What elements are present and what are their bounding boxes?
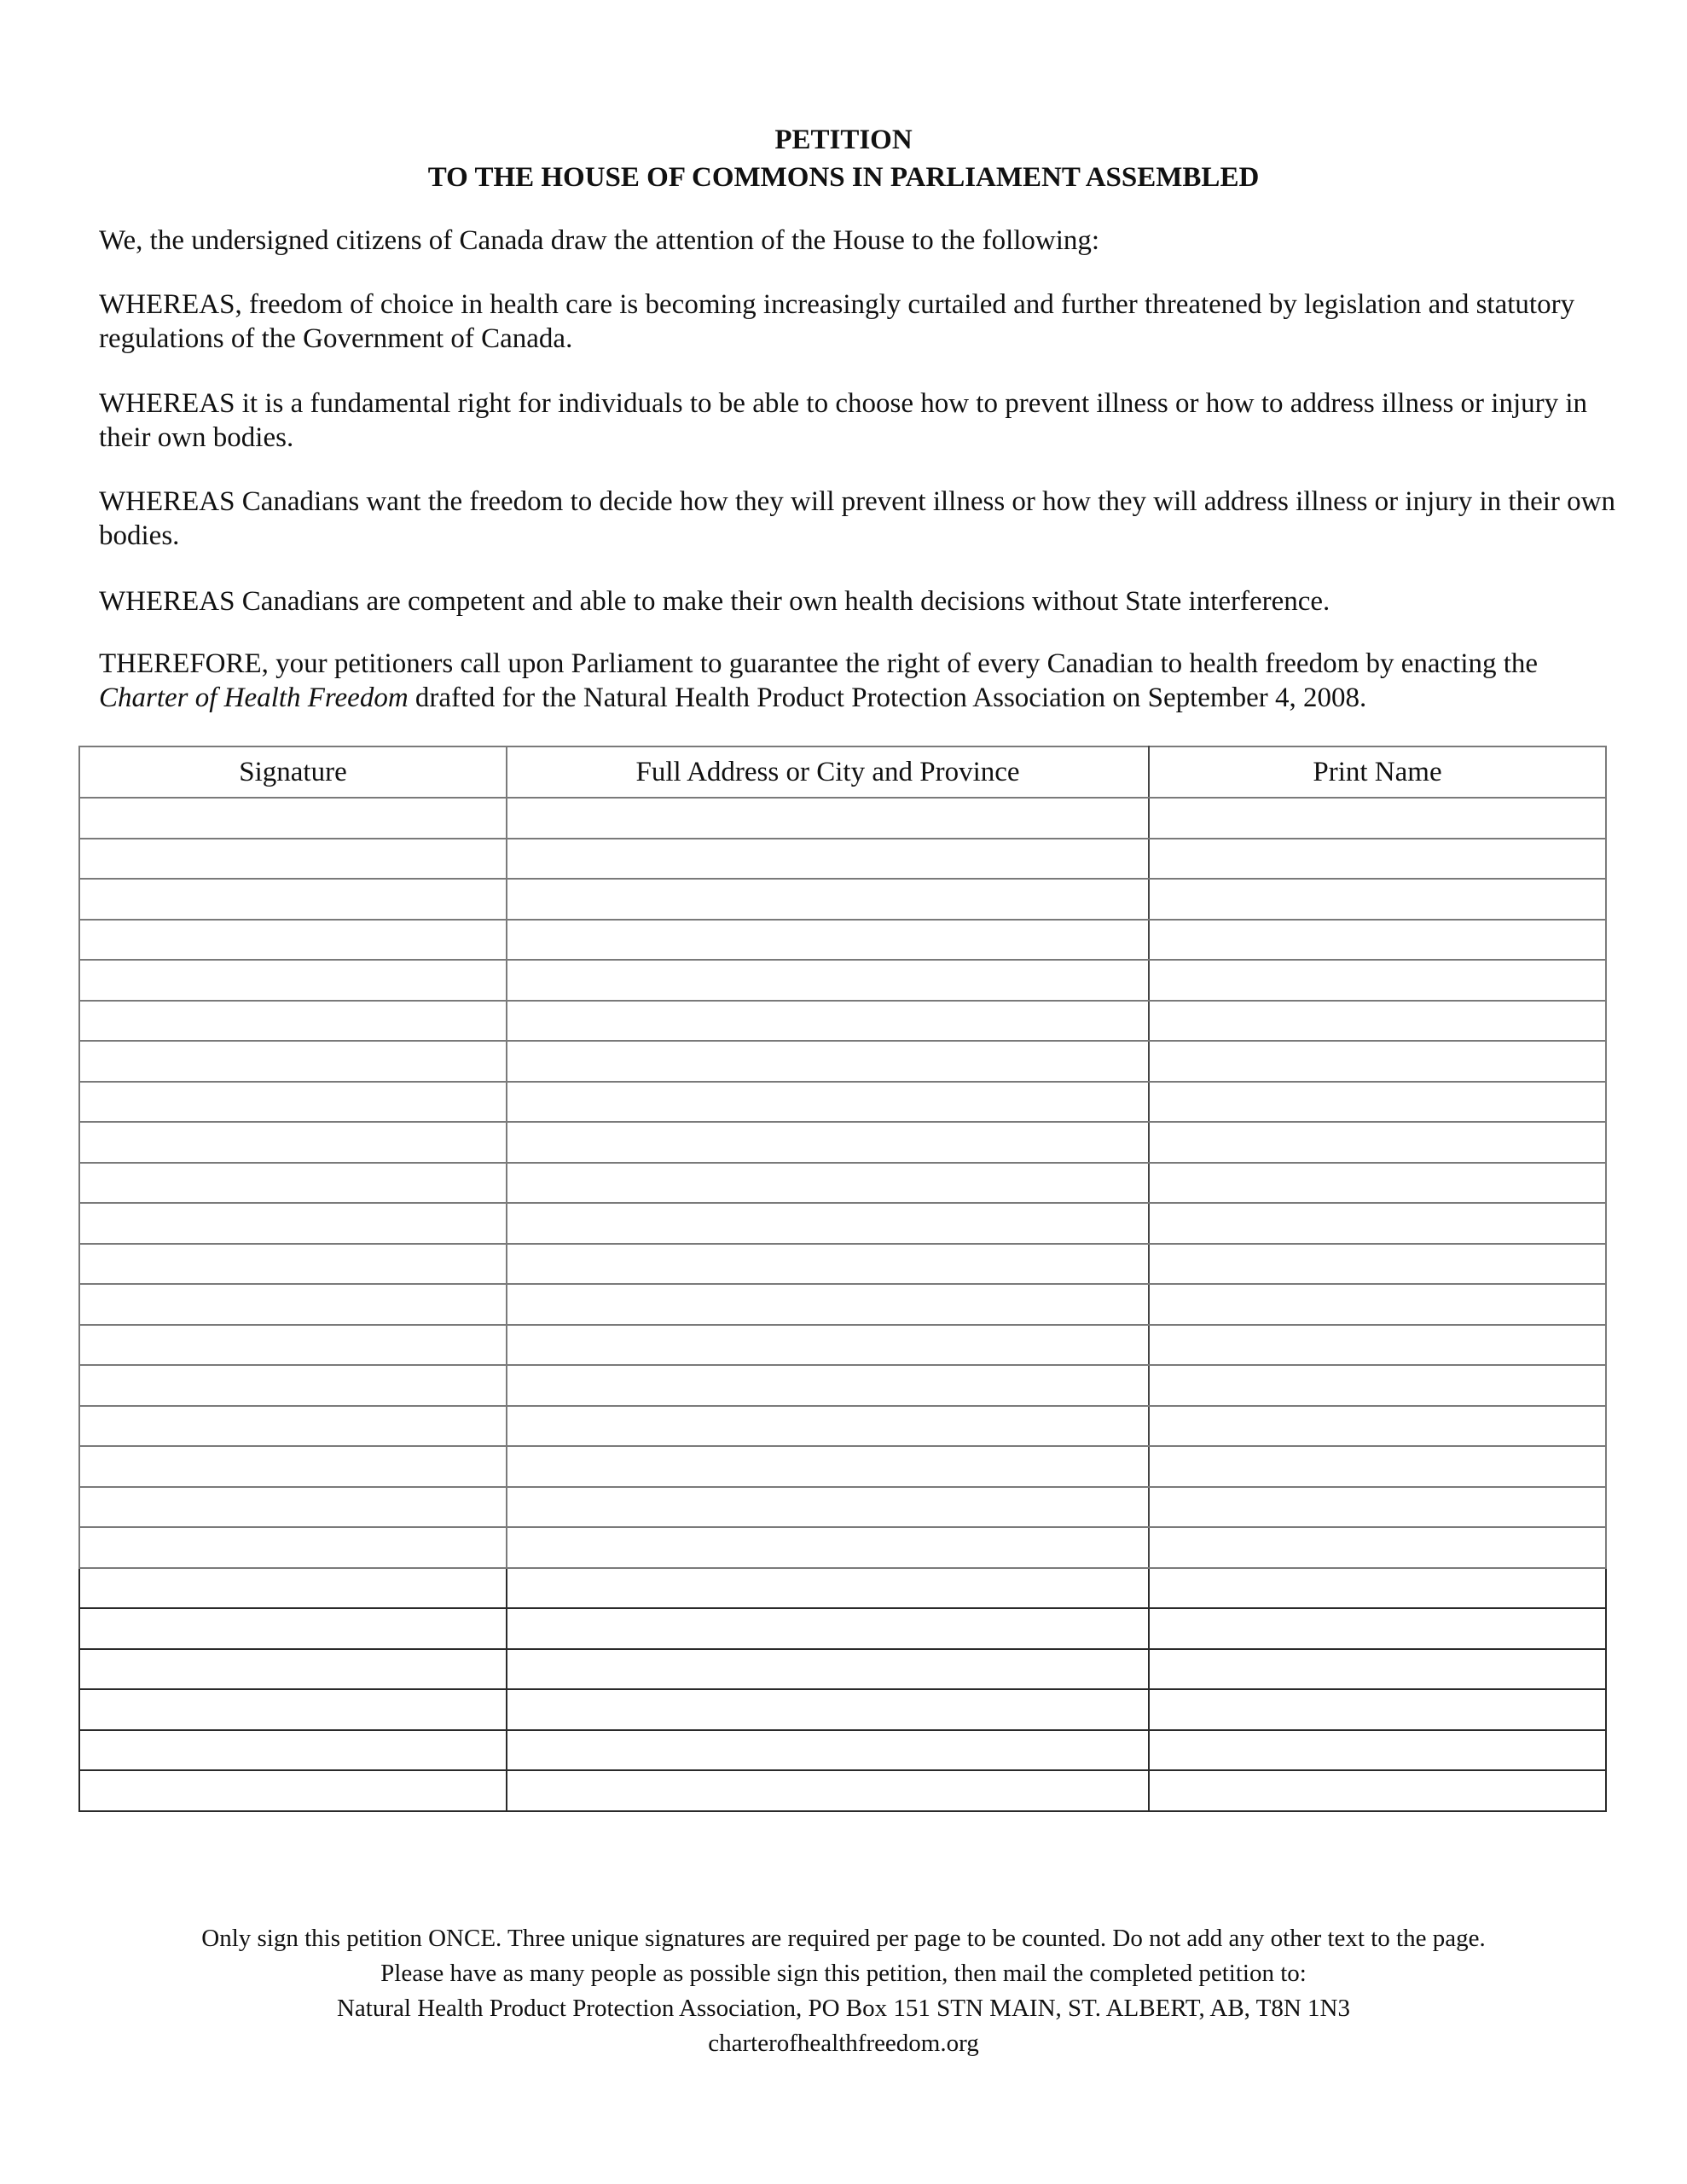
print-name-cell[interactable] (1149, 1649, 1606, 1690)
print-name-cell[interactable] (1149, 879, 1606, 920)
table-row (79, 960, 1606, 1001)
therefore-text-end: drafted for the Natural Health Product Protection Association on September 4, 2008. (408, 682, 1367, 713)
table-row (79, 1446, 1606, 1487)
address-cell[interactable] (507, 1527, 1149, 1568)
column-header-signature: Signature (79, 746, 507, 798)
table-row (79, 1203, 1606, 1244)
table-row (79, 1487, 1606, 1528)
table-row (79, 1082, 1606, 1123)
table-row (79, 1284, 1606, 1325)
address-cell[interactable] (507, 1568, 1149, 1609)
address-cell[interactable] (507, 1487, 1149, 1528)
table-row (79, 1163, 1606, 1204)
signature-cell[interactable] (79, 1365, 507, 1406)
address-cell[interactable] (507, 1203, 1149, 1244)
intro-paragraph: We, the undersigned citizens of Canada draw the attention of the House to the following: (99, 225, 1100, 256)
print-name-cell[interactable] (1149, 1730, 1606, 1771)
address-cell[interactable] (507, 839, 1149, 880)
signature-cell[interactable] (79, 1568, 507, 1609)
address-cell[interactable] (507, 1163, 1149, 1204)
print-name-cell[interactable] (1149, 1163, 1606, 1204)
signature-cell[interactable] (79, 1325, 507, 1366)
table-row (79, 1527, 1606, 1568)
address-cell[interactable] (507, 920, 1149, 961)
footer-mailing-address: Natural Health Product Protection Association, PO Box 151 STN MAIN, ST. ALBERT, AB, T8N 1N3 (336, 1995, 1350, 2022)
print-name-cell[interactable] (1149, 1041, 1606, 1082)
signature-cell[interactable] (79, 1244, 507, 1285)
signature-cell[interactable] (79, 1122, 507, 1163)
signature-cell[interactable] (79, 1203, 507, 1244)
table-row (79, 1568, 1606, 1609)
table-row (79, 1730, 1606, 1771)
column-header-print-name: Print Name (1149, 746, 1606, 798)
print-name-cell[interactable] (1149, 839, 1606, 880)
table-row (79, 1770, 1606, 1811)
table-row (79, 798, 1606, 839)
print-name-cell[interactable] (1149, 1689, 1606, 1730)
table-row (79, 1325, 1606, 1366)
address-cell[interactable] (507, 1244, 1149, 1285)
print-name-cell[interactable] (1149, 1001, 1606, 1042)
address-cell[interactable] (507, 1689, 1149, 1730)
table-row (79, 1608, 1606, 1649)
print-name-cell[interactable] (1149, 1527, 1606, 1568)
print-name-cell[interactable] (1149, 1487, 1606, 1528)
column-header-address: Full Address or City and Province (507, 746, 1149, 798)
table-row (79, 839, 1606, 880)
signature-table (78, 746, 1607, 1812)
print-name-cell[interactable] (1149, 1122, 1606, 1163)
signature-cell[interactable] (79, 960, 507, 1001)
address-cell[interactable] (507, 1284, 1149, 1325)
address-cell[interactable] (507, 1406, 1149, 1447)
address-cell[interactable] (507, 1608, 1149, 1649)
footer-instructions: Only sign this petition ONCE. Three unique signatures are required per page to be counted. Do not add any other text to the page. (201, 1925, 1486, 1952)
signature-cell[interactable] (79, 1487, 507, 1528)
signature-cell[interactable] (79, 920, 507, 961)
table-row (79, 1649, 1606, 1690)
address-cell[interactable] (507, 1001, 1149, 1042)
address-cell[interactable] (507, 960, 1149, 1001)
signature-cell[interactable] (79, 1649, 507, 1690)
signature-cell[interactable] (79, 879, 507, 920)
signature-cell[interactable] (79, 1730, 507, 1771)
signature-cell[interactable] (79, 1001, 507, 1042)
address-cell[interactable] (507, 1082, 1149, 1123)
signature-cell[interactable] (79, 1163, 507, 1204)
signature-cell[interactable] (79, 1446, 507, 1487)
print-name-cell[interactable] (1149, 960, 1606, 1001)
print-name-cell[interactable] (1149, 920, 1606, 961)
print-name-cell[interactable] (1149, 1568, 1606, 1609)
table-row (79, 1406, 1606, 1447)
footer-website: charterofhealthfreedom.org (708, 2030, 979, 2057)
print-name-cell[interactable] (1149, 1082, 1606, 1123)
therefore-paragraph (99, 647, 1617, 715)
signature-rows (79, 798, 1606, 1811)
address-cell[interactable] (507, 1041, 1149, 1082)
signature-cell[interactable] (79, 1284, 507, 1325)
print-name-cell[interactable] (1149, 1244, 1606, 1285)
table-row (79, 920, 1606, 961)
print-name-cell[interactable] (1149, 1770, 1606, 1811)
print-name-cell[interactable] (1149, 1365, 1606, 1406)
address-cell[interactable] (507, 879, 1149, 920)
petition-title: PETITION (774, 125, 913, 155)
table-row (79, 1689, 1606, 1730)
address-cell[interactable] (507, 1730, 1149, 1771)
therefore-text-start: THEREFORE, your petitioners call upon Parliament to guarantee the right of every Canadian to health freedom by enacting the (99, 648, 1539, 679)
table-header-row (79, 746, 1606, 798)
address-cell[interactable] (507, 1365, 1149, 1406)
address-cell[interactable] (507, 1649, 1149, 1690)
address-cell[interactable] (507, 798, 1149, 839)
address-cell[interactable] (507, 1770, 1149, 1811)
petition-subtitle: TO THE HOUSE OF COMMONS IN PARLIAMENT ASSEMBLED (427, 162, 1260, 193)
signature-cell[interactable] (79, 1527, 507, 1568)
signature-cell[interactable] (79, 1770, 507, 1811)
signature-cell[interactable] (79, 1406, 507, 1447)
print-name-cell[interactable] (1149, 1608, 1606, 1649)
signature-cell[interactable] (79, 1608, 507, 1649)
signature-cell[interactable] (79, 1041, 507, 1082)
print-name-cell[interactable] (1149, 1203, 1606, 1244)
charter-title: Charter of Health Freedom (99, 682, 409, 713)
print-name-cell[interactable] (1149, 1446, 1606, 1487)
whereas-paragraph-3: WHEREAS Canadians want the freedom to decide how they will prevent illness or how they will address illness or injury in their own bodies. (99, 486, 1615, 551)
table-row (79, 1001, 1606, 1042)
address-cell[interactable] (507, 1325, 1149, 1366)
whereas-paragraph-2: WHEREAS it is a fundamental right for individuals to be able to choose how to prevent illness or how to address illness or injury in their own bodies. (99, 388, 1588, 453)
table-row (79, 1244, 1606, 1285)
print-name-cell[interactable] (1149, 1284, 1606, 1325)
address-cell[interactable] (507, 1446, 1149, 1487)
whereas-paragraph-1: WHEREAS, freedom of choice in health care is becoming increasingly curtailed and further threatened by legislation and statutory regulations of the Government of Canada. (99, 289, 1575, 354)
signature-cell[interactable] (79, 839, 507, 880)
table-row (79, 1122, 1606, 1163)
footer-mail-instructions: Please have as many people as possible sign this petition, then mail the completed petition to: (380, 1960, 1307, 1987)
print-name-cell[interactable] (1149, 1406, 1606, 1447)
table-row (79, 1041, 1606, 1082)
signature-cell[interactable] (79, 798, 507, 839)
address-cell[interactable] (507, 1122, 1149, 1163)
print-name-cell[interactable] (1149, 1325, 1606, 1366)
table-row (79, 879, 1606, 920)
signature-cell[interactable] (79, 1082, 507, 1123)
whereas-paragraph-4: WHEREAS Canadians are competent and able to make their own health decisions without State interference. (99, 586, 1330, 617)
print-name-cell[interactable] (1149, 798, 1606, 839)
table-row (79, 1365, 1606, 1406)
signature-cell[interactable] (79, 1689, 507, 1730)
